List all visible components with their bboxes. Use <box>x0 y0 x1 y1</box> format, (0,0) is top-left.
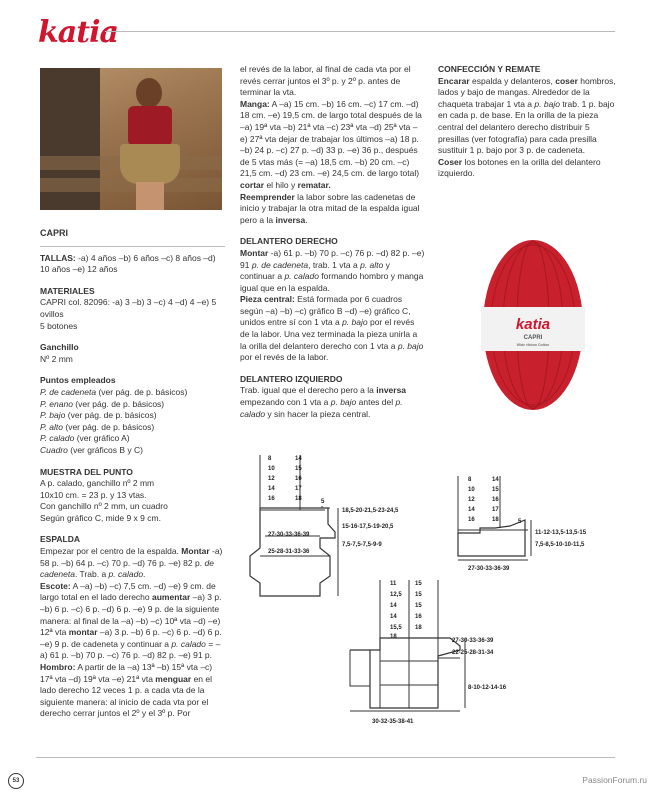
espalda-text: Empezar por el centro de la espalda. Montar -a) 58 p. –b) 64 p. –c) 70 p. –d) 76 p. –e) 82 p. de cadeneta. Trab. a p. calado. <box>40 546 223 580</box>
svg-text:18: 18 <box>295 496 302 502</box>
svg-text:15: 15 <box>492 487 499 493</box>
coser-botones-text: Coser los botones en la orilla del delantero izquierdo. <box>438 156 601 179</box>
svg-text:18: 18 <box>390 634 397 640</box>
svg-text:10: 10 <box>268 466 275 472</box>
puntos-heading: Puntos empleados <box>40 375 116 386</box>
svg-text:15: 15 <box>295 466 302 472</box>
yarn-ball-image <box>478 235 588 415</box>
manga-text: Manga: A –a) 15 cm. –b) 16 cm. –c) 17 cm. –d) 18 cm. –e) 19,5 cm. de largo total después de la –a) 19ª vta –b) 21ª vta –c) 23ª vta –d) 25ª vta –e) 27ª vta dejar de trabajar los últimos –a) 18 p. –b) 24 p. –c) 27 p. –d) 33 p. –e) 36 p., después de 5 vtas más (= –a) 18,5 cm. –b) 20 cm. –c) 21,5 cm. –d) 23 cm. –e) 24,5 cm. de largo total) cortar el hilo y rematar. <box>240 98 422 190</box>
svg-text:15: 15 <box>415 581 422 587</box>
schematic-diagrams <box>240 448 620 733</box>
delantero-izquierdo-heading: DELANTERO IZQUIERDO <box>240 373 343 384</box>
svg-text:30-32-35-38-41: 30-32-35-38-41 <box>372 719 414 725</box>
katia-logo: katia <box>38 15 118 50</box>
svg-text:15: 15 <box>415 603 422 609</box>
svg-text:12,5: 12,5 <box>390 592 402 598</box>
svg-text:16: 16 <box>295 476 302 482</box>
svg-text:16: 16 <box>492 497 499 503</box>
svg-text:5: 5 <box>518 519 522 525</box>
svg-text:7,5-7,5-7,5-9-9: 7,5-7,5-7,5-9-9 <box>342 542 382 548</box>
svg-text:22-25-28-31-34: 22-25-28-31-34 <box>452 650 494 656</box>
svg-text:27-30-33-36-39: 27-30-33-36-39 <box>468 566 510 572</box>
svg-text:17: 17 <box>295 486 302 492</box>
svg-text:25-28-31-33-36: 25-28-31-33-36 <box>268 549 310 555</box>
yarn-label-brand: katia <box>515 316 551 333</box>
svg-text:11-12-13,5-13,5-15: 11-12-13,5-13,5-15 <box>535 530 587 536</box>
svg-text:27-30-33-36-39: 27-30-33-36-39 <box>452 638 494 644</box>
ganchillo-heading: Ganchillo <box>40 342 79 353</box>
model-photo <box>40 68 222 210</box>
confeccion-heading: CONFECCIÓN Y REMATE <box>438 64 541 74</box>
footer-rule <box>36 757 615 758</box>
delantero-derecho-heading: DELANTERO DERECHO <box>240 236 338 247</box>
pattern-title: CAPRI <box>40 228 69 238</box>
svg-text:14: 14 <box>390 603 397 609</box>
svg-text:18: 18 <box>492 517 499 523</box>
page-number: 53 <box>8 773 24 789</box>
svg-text:14: 14 <box>468 507 475 513</box>
reemprender-text: Reemprender la labor sobre las cadenetas de inicio y trabajar la otra mitad de la espalda igual pero a la inversa. <box>240 191 420 225</box>
escote-text: Escote: A –a) –b) –c) 7,5 cm. –d) –e) 9 cm. de largo total en el lado derecho aumentar –a) 3 p. –b) 6 p. –c) 6 p. –d) 6 p. –e) 9 p. de la siguiente manera: al final de la –a) –b) –c) 10ª vta –d) –e) 12ª vta montar –a) 3 p. –b) 6 p. –c) 6 p. –d) 6 p. –e) 9 p. de cadeneta y continuar a p. calado = –a) 61 p. –b) 70 p. –c) 76 p. –d) 82 p. –e) 91 p. <box>40 580 222 661</box>
svg-text:18,5-20-21,5-23-24,5: 18,5-20-21,5-23-24,5 <box>342 508 399 514</box>
confeccion-text: Encarar espalda y delanteros, coser hombros, lados y bajo de mangas. Alrededor de la chaqueta trabajar 1 vta a p. bajo trab. 1 p. bajo en cada p. de base. En la orilla de la pieza central del delantero derecho distribuir 5 presillas (ver fotografía) para cada presilla sustituir 1 p. bajo por 3 p. de cadeneta. <box>438 75 616 156</box>
svg-text:16: 16 <box>268 496 275 502</box>
materiales-heading: MATERIALES <box>40 285 95 296</box>
muestra-heading: MUESTRA DEL PUNTO <box>40 466 133 477</box>
svg-text:8-10-12-14-16: 8-10-12-14-16 <box>468 685 507 691</box>
pieza-central-text: Pieza central: Está formada por 6 cuadros según –a) –b) –c) gráfico B –d) –e) gráfico C, unidos entre sí con 1 vta a p. bajo por el revés de la labor. Una vez terminada la pieza unirla a la orilla del delantero derecho con 1 vta a p. bajo por el revés de la labor. <box>240 294 424 363</box>
svg-text:18: 18 <box>415 625 422 631</box>
svg-text:16: 16 <box>415 614 422 620</box>
svg-text:11: 11 <box>390 581 397 587</box>
svg-text:14: 14 <box>492 477 499 483</box>
espalda-heading: ESPALDA <box>40 534 80 545</box>
svg-text:14: 14 <box>268 486 275 492</box>
right-column <box>438 64 616 180</box>
hombro-text: Hombro: A partir de la –a) 13ª –b) 15ª vta –c) 17ª vta –d) 19ª vta –e) 21ª vta menguar en el lado derecho 12 veces 1 p. a cada vta de la siguiente manera: al inicio de cada vta por el derecho cerrar juntos el 2º y el 3º p. Por <box>40 662 213 719</box>
left-column: CAPRI TALLAS: -a) 4 años –b) 6 años –c) 8 años –d) 10 años –e) 12 años MATERIALES CAPRI col. 82096: -a) 3 –b) 3 –c) 4 –d) 4 –e) 5 ovillos 5 botones Ganchillo Nº 2 mm Puntos empleados P. de cadeneta (ver pág. de p. básicos) P. enano (ver pág. de p. básicos) P. bajo (ver pág. de p. básicos) P. alto (ver pág. de p. básicos) P. calado (ver gráfico A) Cuadro (ver gráficos B y C) MUESTRA DEL PUNTO A p. calado, ganchillo nº 2 mm 10x10 cm. = 23 p. y 13 vtas. Con ganchillo nº 2 mm, un cuadro Según gráfico C, mide 9 x 9 cm. ESPALDA Empezar por el centro de la espalda. Montar -a) 58 p. –b) 64 p. –c) 70 p. –d) 76 p. –e) 82 p. de cadeneta. Trab. a p. calado. Escote: A –a) –b) –c) 7,5 cm. –d) –e) 9 cm. de largo total en el lado derecho aumentar –a) 3 p. –b) 6 p. –c) 6 p. –d) 6 p. –e) 9 p. de la siguiente manera: al final de la –a) –b) –c) 10ª vta –d) –e) 12ª vta montar –a) 3 p. –b) 6 p. –c) 6 p. –d) 6 p. –e) 9 p. de cadeneta y continuar a p. calado = –a) 61 p. –b) 70 p. –c) 76 p. –d) 82 p. –e) 91 p. Hombro: A partir de la –a) 13ª –b) 15ª vta –c) 17ª vta –d) 19ª vta –e) 21ª vta menguar en el lado derecho 12 veces 1 p. a cada vta de la siguiente manera: al inicio de cada vta por el derecho cerrar juntos el 2º y el 3º p. Por <box>40 228 225 720</box>
svg-text:14: 14 <box>390 614 397 620</box>
svg-text:8: 8 <box>268 456 272 462</box>
svg-text:7,5-8,5-10-10-11,5: 7,5-8,5-10-10-11,5 <box>535 542 585 548</box>
svg-text:14: 14 <box>295 456 302 462</box>
svg-text:16: 16 <box>468 517 475 523</box>
yarn-label-name: CAPRI <box>523 335 543 341</box>
watermark: PassionForum.ru <box>582 775 647 785</box>
yarn-label-sub: Wide ribbon Cotton <box>516 343 550 347</box>
svg-text:17: 17 <box>492 507 499 513</box>
delantero-izquierdo-text: Trab. igual que el derecho pero a la inversa empezando con 1 vta a p. bajo antes del p. calado y sin hacer la pieza central. <box>240 385 407 419</box>
svg-text:8: 8 <box>468 477 472 483</box>
header-rule <box>105 31 615 32</box>
tallas: TALLAS: -a) 4 años –b) 6 años –c) 8 años –d) 10 años –e) 12 años <box>40 252 216 275</box>
delantero-derecho-text: Montar -a) 61 p. –b) 70 p. –c) 76 p. –d) 82 p. –e) 91 p. de cadeneta, trab. 1 vta a p. alto y continuar a p. calado formando hombro y manga igual que en la espalda. <box>240 247 425 293</box>
svg-text:27-30-33-36-39: 27-30-33-36-39 <box>268 532 310 538</box>
svg-text:5: 5 <box>321 499 325 505</box>
svg-text:12: 12 <box>468 497 475 503</box>
middle-column: el revés de la labor, al final de cada vta por el revés cerrar juntos el 3º p. y 2º p. antes de terminar la vta. Manga: A –a) 15 cm. –b) 16 cm. –c) 17 cm. –d) 18 cm. –e) 19,5 cm. de largo total después de la –a) 19ª vta –b) 21ª vta –c) 23ª vta –d) 25ª vta –e) 27ª vta dejar de trabajar los últimos –a) 18 p. –b) 24 p. –c) 27 p. –d) 33 p. –e) 36 p., después de 5 vtas más (= –a) 18,5 cm. –b) 20 cm. –c) 21,5 cm. –d) 23 cm. –e) 24,5 cm. de largo total) cortar el hilo y rematar. Reemprender la labor sobre las cadenetas de inicio y trabajar la otra mitad de la espalda igual pero a la inversa. DELANTERO DERECHO Montar -a) 61 p. –b) 70 p. –c) 76 p. –d) 82 p. –e) 91 p. de cadeneta, trab. 1 vta a p. alto y continuar a p. calado formando hombro y manga igual que en la espalda. Pieza central: Está formada por 6 cuadros según –a) –b) –c) gráfico B –d) –e) gráfico C, unidos entre sí con 1 vta a p. bajo por el revés de la labor. Una vez terminada la pieza unirla a la orilla del delantero derecho con 1 vta a p. bajo por el revés de la labor. DELANTERO IZQUIERDO Trab. igual que el derecho pero a la inversa empezando con 1 vta a p. bajo antes del p. calado y sin hacer la pieza central. <box>240 64 425 419</box>
svg-text:15,5: 15,5 <box>390 625 402 631</box>
svg-text:15: 15 <box>415 592 422 598</box>
svg-text:10: 10 <box>468 487 475 493</box>
svg-text:15-16-17,5-19-20,5: 15-16-17,5-19-20,5 <box>342 524 394 530</box>
svg-text:12: 12 <box>268 476 275 482</box>
